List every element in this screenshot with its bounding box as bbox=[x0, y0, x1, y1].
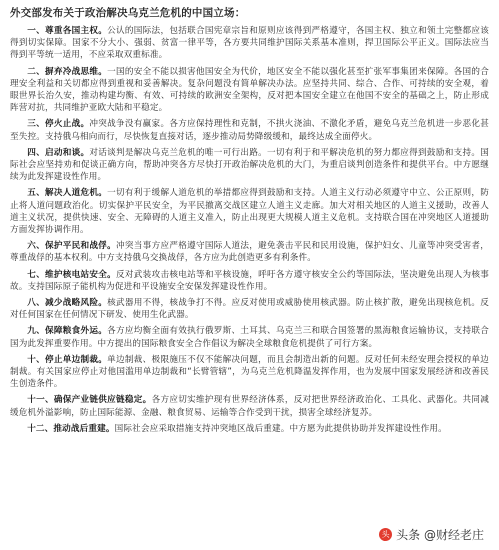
toutiao-logo-icon: 头 bbox=[379, 528, 392, 541]
section-body: 各方应均衡全面有效执行俄罗斯、土耳其、乌克兰三和联合国签署的黑海粮食运输协议，支持联合国为此发挥重要作用。中方提出的国际粮食安全合作倡议为解决全球粮食危机提供了可行方案。 bbox=[10, 326, 489, 349]
section-paragraph bbox=[10, 187, 489, 236]
section-paragraph bbox=[10, 118, 489, 142]
position-section bbox=[10, 147, 489, 184]
section-body: 反对武装攻击核电站等和平核设施，呼吁各方遵守核安全公约等国际法，坚决避免出现人为核事故。支持国际原子能机构为促进和平设施安全安保发挥建设性作用。 bbox=[10, 269, 489, 292]
section-paragraph bbox=[10, 25, 489, 62]
position-section bbox=[10, 240, 489, 264]
section-paragraph bbox=[10, 325, 489, 349]
section-heading: 十、停止单边制裁。 bbox=[27, 354, 108, 365]
section-heading: 十一、确保产业链供应链稳定。 bbox=[27, 395, 152, 406]
section-paragraph bbox=[10, 66, 489, 115]
position-section bbox=[10, 187, 489, 236]
section-paragraph bbox=[10, 147, 489, 184]
section-heading: 六、保护平民和战俘。 bbox=[27, 241, 117, 252]
section-heading: 九、保障粮食外运。 bbox=[27, 326, 108, 337]
section-body: 单边制裁、极限施压不仅不能解决问题，而且会制造出新的问题。反对任何未经安理会授权的单边制裁。有关国家应停止对他国滥用单边制裁和“长臂管辖”，为乌克兰危机降温发挥作用，也为发展中国家发展经济和改善民生创造条件。 bbox=[10, 354, 489, 390]
section-paragraph bbox=[10, 423, 489, 435]
position-section bbox=[10, 118, 489, 142]
position-section bbox=[10, 423, 489, 435]
position-section bbox=[10, 394, 489, 418]
section-body: 各方应切实维护现有世界经济体系，反对把世界经济政治化、工具化、武器化。共同减缓危机外溢影响，防止国际能源、金融、粮食贸易、运输等合作受到干扰，损害全球经济复苏。 bbox=[10, 395, 489, 418]
watermark bbox=[376, 525, 487, 544]
section-paragraph bbox=[10, 240, 489, 264]
section-paragraph bbox=[10, 269, 489, 293]
document-body bbox=[10, 25, 489, 435]
section-heading: 三、停火止战。 bbox=[27, 119, 90, 130]
section-heading: 五、解决人道危机。 bbox=[27, 188, 108, 199]
position-section bbox=[10, 297, 489, 321]
position-section bbox=[10, 354, 489, 391]
section-paragraph bbox=[10, 354, 489, 391]
section-heading: 八、减少战略风险。 bbox=[27, 298, 108, 309]
section-paragraph bbox=[10, 394, 489, 418]
position-section bbox=[10, 269, 489, 293]
section-paragraph bbox=[10, 297, 489, 321]
section-body: 冲突当事方应严格遵守国际人道法，避免袭击平民和民用设施，保护妇女、儿童等冲突受害者，尊重战俘的基本权利。中方支持俄乌交换战俘，各方应为此创造更多有利条件。 bbox=[10, 241, 489, 264]
section-body: 一国的安全不能以损害他国安全为代价，地区安全不能以强化甚至扩张军事集团来保障。各国的合理安全利益和关切都应得到重视和妥善解决。复杂问题没有简单解决办法。应坚持共同、综合、合作、可持续的安全观，着眼世界长治久安，推动构建均衡、有效、可持续的欧洲安全架构，反对把本国安全建立在他国不安全的基础之上，防止形成阵营对抗，共同维护亚欧大陆和平稳定。 bbox=[10, 66, 489, 114]
section-heading: 十二、推动战后重建。 bbox=[27, 423, 115, 434]
section-body: 对话谈判是解决乌克兰危机的唯一可行出路。一切有利于和平解决危机的努力都应得到鼓励和支持。国际社会应坚持劝和促谈正确方向，帮助冲突各方尽快打开政治解决危机的大门，为重启谈判创造条件和提供平台。中方愿继续为此发挥建设性作用。 bbox=[10, 147, 489, 183]
section-heading: 七、维护核电站安全。 bbox=[27, 269, 117, 280]
section-body: 冲突战争没有赢家。各方应保持理性和克制，不拱火浇油、不激化矛盾，避免乌克兰危机进一步恶化甚至失控。支持俄乌相向而行，尽快恢复直接对话，逐步推动局势降级缓和，最终达成全面停火。 bbox=[10, 119, 489, 142]
section-heading: 一、尊重各国主权。 bbox=[27, 26, 108, 36]
section-body: 一切有利于缓解人道危机的举措都应得到鼓励和支持。人道主义行动必须遵守中立、公正原则，防止将人道问题政治化。切实保护平民安全，为平民撤离交战区建立人道主义走廊。加大对相关地区的人道主义援助，改善人道主义状况，提供快速、安全、无障碍的人道主义准入，防止出现更大规模人道主义危机。支持联合国在冲突地区人道援助方面发挥协调作用。 bbox=[10, 188, 489, 236]
section-heading: 二、摒弃冷战思维。 bbox=[27, 66, 108, 77]
section-body: 核武器用不得，核战争打不得。应反对使用或威胁使用核武器。防止核扩散，避免出现核危机。反对任何国家在任何情况下研发、使用生化武器。 bbox=[10, 298, 489, 321]
position-section bbox=[10, 66, 489, 115]
watermark-text: 头条 @财经老庄 bbox=[396, 528, 484, 542]
section-body: 公认的国际法，包括联合国宪章宗旨和原则应该得到严格遵守，各国主权、独立和领土完整都应该得到切实保障。国家不分大小、强弱、贫富一律平等，各方要共同维护国际关系基本准则，捍卫国际公平正义。国际法应当得到平等统一适用，不应采取双重标准。 bbox=[10, 26, 489, 61]
section-heading: 四、启动和谈。 bbox=[27, 147, 90, 158]
section-body: 国际社会应采取措施支持冲突地区战后重建。中方愿为此提供协助并发挥建设性作用。 bbox=[114, 423, 447, 434]
position-section bbox=[10, 25, 489, 62]
position-section bbox=[10, 325, 489, 349]
document-title: 外交部发布关于政治解决乌克兰危机的中国立场： bbox=[10, 7, 246, 19]
